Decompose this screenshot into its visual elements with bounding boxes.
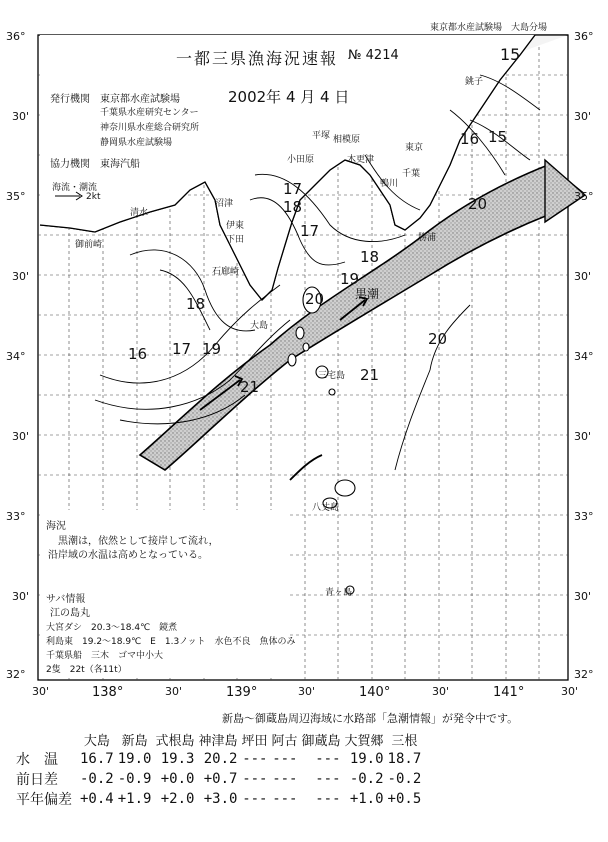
publisher-1: 東京都水産試験場 xyxy=(100,94,180,105)
fishing-line-4: 2隻 22t（各11t） xyxy=(46,665,127,675)
fishing-boat: 江の島丸 xyxy=(50,608,90,619)
station-header: 阿古 xyxy=(271,734,298,749)
isotherm-label: 16 xyxy=(128,345,148,363)
table-row xyxy=(14,789,423,809)
lat-label-left: 30' xyxy=(12,270,30,283)
lat-label-left: 30' xyxy=(12,110,30,123)
isotherm-label: 18 xyxy=(186,295,206,313)
isotherm-label: 20 xyxy=(305,290,325,308)
isotherm-label: 19 xyxy=(340,270,360,288)
isotherm-label: 18 xyxy=(360,248,380,266)
lat-label-right: 30' xyxy=(574,270,592,283)
lat-label-left: 32° xyxy=(6,668,26,681)
table-row xyxy=(14,769,423,789)
place-choshi: 銚子 xyxy=(465,77,484,87)
lat-label-right: 33° xyxy=(574,510,594,523)
table-cell: +2.0 xyxy=(160,791,195,807)
place-ishizaki: 石廊崎 xyxy=(212,267,240,277)
publisher-3: 神奈川県水産総合研究所 xyxy=(100,123,200,133)
lon-label: 30' xyxy=(165,685,183,698)
table-cell: 16.7 xyxy=(80,751,114,767)
table-row xyxy=(14,749,423,769)
isotherm-label: 15 xyxy=(488,128,508,146)
table-cell: --- xyxy=(315,771,341,787)
table-cell: --- xyxy=(272,751,298,767)
isotherm-label: 15 xyxy=(500,45,521,64)
current-legend-label: 海流・潮流 xyxy=(52,183,98,193)
place-odawara: 小田原 xyxy=(287,155,315,165)
station-header: 神津島 xyxy=(198,734,238,749)
notes-heading: 海況 xyxy=(46,521,66,532)
station-header: 大島 xyxy=(83,734,110,749)
table-cell: +3.0 xyxy=(203,791,238,807)
table-cell: -0.9 xyxy=(117,771,152,787)
table-cell: +1.0 xyxy=(349,791,384,807)
place-miyake: 三宅島 xyxy=(318,371,346,381)
lat-label-right: 35° xyxy=(574,190,594,203)
table-cell: --- xyxy=(272,771,298,787)
lat-label-right: 30' xyxy=(574,110,592,123)
kuroshio-label: 黒潮 xyxy=(355,287,380,301)
isotherm-label: 21 xyxy=(360,366,380,384)
isotherm-label: 18 xyxy=(283,198,303,216)
row-label: 平年偏差 xyxy=(16,792,72,808)
place-shimoda: 下田 xyxy=(226,235,245,245)
place-sagamihara: 相模原 xyxy=(333,135,361,145)
lon-label: 141° xyxy=(493,685,525,700)
table-header-row xyxy=(14,730,423,749)
fishing-line-1: 大宮ダシ 20.3～18.4℃ 鏡煮 xyxy=(46,623,178,633)
coop-label: 協力機関 xyxy=(50,159,90,170)
isotherm-label: 17 xyxy=(283,180,303,198)
lon-label: 139° xyxy=(226,685,258,700)
table-cell: -0.2 xyxy=(80,771,114,787)
table-cell: +0.5 xyxy=(387,791,422,807)
branch-label: 東京都水産試験場 大島分場 xyxy=(430,23,548,33)
lat-label-right: 34° xyxy=(574,350,594,363)
isotherm-label: 21 xyxy=(240,378,260,396)
lat-label-right: 30' xyxy=(574,590,592,603)
station-temperature-table xyxy=(14,730,423,809)
row-label: 前日差 xyxy=(16,772,58,788)
table-cell: --- xyxy=(315,751,341,767)
lon-label: 30' xyxy=(298,685,316,698)
isotherm-label: 17 xyxy=(172,340,192,358)
report-date: 2002年 4 月 4 日 xyxy=(228,88,350,106)
table-cell: --- xyxy=(315,791,341,807)
lat-label-left: 34° xyxy=(6,350,26,363)
table-cell: 19.3 xyxy=(160,751,195,767)
station-header: 大賀郷 xyxy=(344,734,384,749)
warning-notice: 新島～御蔵島周辺海域に水路部「急潮情報」が発令中です。 xyxy=(222,712,519,725)
table-cell: --- xyxy=(242,771,268,787)
lat-label-left: 30' xyxy=(12,430,30,443)
fishing-heading: サバ情報 xyxy=(46,594,86,605)
station-header: 坪田 xyxy=(241,734,268,749)
table-cell: +0.0 xyxy=(160,771,195,787)
station-header: 式根島 xyxy=(155,734,195,749)
kuroshio-band xyxy=(140,165,582,470)
table-cell: -0.2 xyxy=(387,771,422,787)
place-hachijo: 八丈島 xyxy=(312,503,340,513)
lat-label-right: 36° xyxy=(574,30,594,43)
table-cell: +0.4 xyxy=(80,791,114,807)
fishing-line-2: 利島東 19.2～18.9℃ E 1.3ノット 水色不良 魚体のみ xyxy=(46,637,296,647)
place-kisarazu: 木更津 xyxy=(347,155,375,165)
isotherm-label: 20 xyxy=(468,195,488,213)
publisher-2: 千葉県水産研究センター xyxy=(100,108,199,118)
lon-label: 140° xyxy=(359,685,391,700)
lat-label-right: 32° xyxy=(574,668,594,681)
station-header: 三根 xyxy=(391,734,418,749)
isotherm-label: 17 xyxy=(300,222,320,240)
isotherm-label: 19 xyxy=(202,340,222,358)
station-header: 新島 xyxy=(121,734,148,749)
place-katsuura: 勝浦 xyxy=(418,233,437,243)
isotherm-label: 20 xyxy=(428,330,448,348)
table-cell: 18.7 xyxy=(387,751,422,767)
report-title: 一都三県漁海況速報 xyxy=(176,49,339,68)
row-label: 水 温 xyxy=(16,752,58,768)
fishing-line-3: 千葉県船 三木 ゴマ中小大 xyxy=(46,651,164,661)
place-tokyo: 東京 xyxy=(405,143,424,153)
place-numazu: 沼津 xyxy=(215,199,234,209)
current-legend-speed: 2kt xyxy=(86,192,101,202)
lat-label-left: 30' xyxy=(12,590,30,603)
coop-org: 東海汽船 xyxy=(100,159,140,170)
lon-label: 30' xyxy=(432,685,450,698)
publisher-label: 発行機関 xyxy=(50,94,90,105)
issue-number: № 4214 xyxy=(348,48,399,63)
place-kamogawa: 鴨川 xyxy=(380,179,399,189)
lat-label-left: 36° xyxy=(6,30,26,43)
place-oshima: 大島 xyxy=(250,321,269,331)
table-cell: -0.2 xyxy=(349,771,384,787)
lat-label-left: 35° xyxy=(6,190,26,203)
table-cell: 20.2 xyxy=(203,751,238,767)
table-cell: 19.0 xyxy=(349,751,384,767)
table-cell: +1.9 xyxy=(117,791,152,807)
lon-label: 30' xyxy=(32,685,50,698)
lon-label: 138° xyxy=(92,685,124,700)
place-chiba: 千葉 xyxy=(402,169,421,179)
isotherm-label: 16 xyxy=(460,130,480,148)
place-shimizu: 清水 xyxy=(130,208,149,218)
notes-line-2: 沿岸域の水温は高めとなっている。 xyxy=(48,550,208,561)
table-cell: --- xyxy=(272,791,298,807)
table-cell: --- xyxy=(242,751,268,767)
notes-line-1: 黒潮は，依然として接岸して流れ， xyxy=(58,536,219,547)
place-hiratsuka: 平塚 xyxy=(312,131,331,141)
station-header: 御蔵島 xyxy=(301,734,341,749)
place-aogashima: 青ヶ島 xyxy=(325,588,353,598)
table-cell: 19.0 xyxy=(117,751,152,767)
lat-label-left: 33° xyxy=(6,510,26,523)
publisher-4: 静岡県水産試験場 xyxy=(100,138,173,148)
place-omaezaki: 御前崎 xyxy=(75,240,103,250)
lat-label-right: 30' xyxy=(574,430,592,443)
table-cell: +0.7 xyxy=(203,771,238,787)
table-cell: --- xyxy=(242,791,268,807)
lon-label: 30' xyxy=(561,685,579,698)
place-ito: 伊東 xyxy=(226,221,245,231)
